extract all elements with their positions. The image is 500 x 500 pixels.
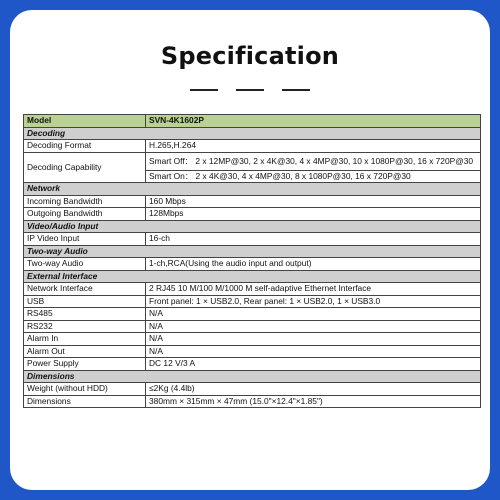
section-network [24,183,481,196]
table-row [24,195,481,208]
row-label: RS232 [24,320,146,333]
row-label: Outgoing Bandwidth [24,208,146,221]
row-value: N/A [146,345,481,358]
table-row [24,295,481,308]
table-row [24,258,481,271]
row-label: USB [24,295,146,308]
table-row [24,395,481,408]
table-row [24,152,481,170]
dash-left [190,89,218,91]
table-row [24,320,481,333]
section-dimensions [24,370,481,383]
table-row [24,140,481,153]
table-row [24,208,481,221]
section-title: Two-way Audio [24,245,481,258]
section-title: External Interface [24,270,481,283]
row-label: Decoding Format [24,140,146,153]
row-value: 380mm × 315mm × 47mm (15.0"×12.4"×1.85") [146,395,481,408]
row-value: 128Mbps [146,208,481,221]
row-value: 2 RJ45 10 M/100 M/1000 M self-adaptive Ethernet Interface [146,283,481,296]
row-label: RS485 [24,308,146,321]
row-label: Power Supply [24,358,146,371]
row-label: Alarm In [24,333,146,346]
dash-right [282,89,310,91]
row-value: 1-ch,RCA(Using the audio input and output) [146,258,481,271]
title-underline-dashes [10,89,490,91]
section-two-way-audio [24,245,481,258]
row-value: H.265,H.264 [146,140,481,153]
row-value: N/A [146,333,481,346]
table-row [24,233,481,246]
row-value: Front panel: 1 × USB2.0, Rear panel: 1 × USB2.0, 1 × USB3.0 [146,295,481,308]
row-value: N/A [146,320,481,333]
row-label: Network Interface [24,283,146,296]
row-label: Dimensions [24,395,146,408]
section-external-interface [24,270,481,283]
header-value: SVN-4K1602P [146,115,481,128]
page-title: Specification [160,42,340,70]
row-label: IP Video Input [24,233,146,246]
row-value: N/A [146,308,481,321]
spec-card [10,10,490,490]
row-value: ≤2Kg (4.4lb) [146,383,481,396]
table-row [24,333,481,346]
spec-table [23,114,481,408]
table-header-row [24,115,481,128]
row-label: Two-way Audio [24,258,146,271]
table-row [24,345,481,358]
row-value: DC 12 V/3 A [146,358,481,371]
header-label: Model [24,115,146,128]
table-row [24,283,481,296]
table-row [24,358,481,371]
section-title: Dimensions [24,370,481,383]
row-label: Weight (without HDD) [24,383,146,396]
table-row [24,383,481,396]
section-decoding [24,127,481,140]
row-value-smart-on: Smart On： 2 x 4K@30, 4 x 4MP@30, 8 x 1080P@30, 16 x 720P@30 [146,170,481,183]
section-title: Network [24,183,481,196]
table-row [24,308,481,321]
row-label: Incoming Bandwidth [24,195,146,208]
section-title: Decoding [24,127,481,140]
row-label: Alarm Out [24,345,146,358]
section-title: Video/Audio Input [24,220,481,233]
row-value: 160 Mbps [146,195,481,208]
row-label: Decoding Capability [24,152,146,183]
row-value-smart-off: Smart Off： 2 x 12MP@30, 2 x 4K@30, 4 x 4MP@30, 10 x 1080P@30, 16 x 720P@30 [146,152,481,170]
dash-middle [236,89,264,91]
section-video-audio-input [24,220,481,233]
row-value: 16-ch [146,233,481,246]
